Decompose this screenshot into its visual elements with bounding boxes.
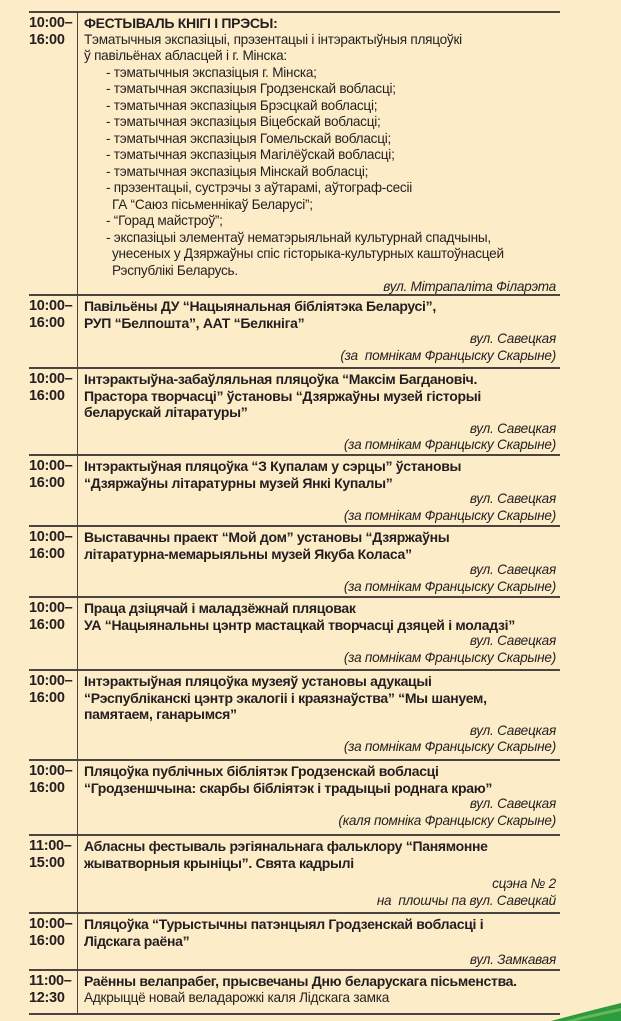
event-title [84,673,556,723]
time-cell [29,527,78,596]
time-cell [29,836,78,912]
event-cell [78,13,560,294]
event-location-detail: (каля помніка Францыску Скарыне) [338,812,556,828]
schedule-row [29,971,560,1015]
time-end: 16:00 [29,545,65,562]
list-item-text: - тэматычная экспазіцыя Брэсцкай вобласці; [106,97,378,113]
time-start: 10:00– [29,916,73,932]
list-item-text: - тэматычная экспазіцыя Гродзенскай вобласці; [106,81,396,96]
event-title-line: ФЕСТЫВАЛЬ КНІГІ І ПРЭСЫ: [84,15,278,31]
exposition-list [84,65,556,280]
event-title-line: Лідскага раёна” [84,932,190,949]
schedule-row [29,527,560,598]
time-start: 11:00– [29,838,72,854]
event-title [84,15,556,32]
event-location: вул. Савецкая [469,796,556,811]
schedule-row [29,369,560,456]
event-location: на плошчы па вул. Савецкай [376,892,556,908]
event-title-line: Інтэрактыўная пляцоўка музеяў установы адукацыі [84,673,432,689]
event-location-detail: (за помнікам Францыску Скарыне) [343,649,556,665]
time-start: 10:00– [29,673,73,689]
event-location-detail: (за помнікам Францыску Скарыне) [343,437,556,452]
event-title [84,600,556,633]
event-location-detail: (за помнікам Францыску Скарыне) [343,507,556,523]
event-cell [78,971,560,1013]
event-title [84,371,556,421]
event-title-line: памятаем, ганарымся” [84,706,237,722]
event-cell [78,369,560,454]
event-title-line: “Дзяржаўны літаратурны музей Янкі Купалы” [84,474,393,491]
list-item [84,213,556,230]
event-title-line: РУП “Белпошта”, ААТ “Белкніга” [84,314,305,331]
time-start: 10:00– [29,458,73,474]
event-description-line: Адкрыццё новай веладарожкі каля Лідскага замка [84,989,390,1005]
time-start: 10:00– [29,298,73,314]
event-location: вул. Савецкая [469,722,556,738]
schedule-row [29,13,560,296]
event-title-line: Прастора творчасці” ўстановы “Дзяржаўны музей гісторыі [84,387,481,404]
list-item [84,98,556,115]
event-description-line: Тэматычныя экспазіцыі, прэзентацыі і інтэрактыўныя пляцоўкі [84,31,462,47]
event-location: вул. Савецкая [469,491,556,506]
list-item [84,131,556,148]
event-cell [78,527,560,596]
list-item [84,164,556,181]
event-title-line: Інтэрактыўная пляцоўка “З Купалам у сэрцы” ўстановы [84,458,462,474]
schedule-row [29,761,560,836]
event-title [84,916,556,949]
list-item [84,147,556,164]
event-cell [78,671,560,759]
time-end: 15:00 [29,854,65,871]
event-title-line: беларускай літаратуры” [84,404,248,420]
event-description-line: ў павільёнах абласцей і г. Мінска: [84,48,287,63]
event-title-line: Раённы велапрабег, прысвечаны Дню беларускага пісьменства. [84,973,517,989]
list-item [84,180,556,213]
event-title-line: Пляцоўка “Турыстычны патэнцыял Гродзенскай вобласці і [84,916,484,932]
schedule-row [29,456,560,527]
event-title [84,298,556,331]
time-cell [29,456,78,525]
event-schedule-table [29,11,560,1015]
event-title-line: “Гродзеншчына: скарбы бібліятэк і традыцыі роднага краю” [84,779,493,796]
event-location: вул. Мітрапаліта Філарэта [383,279,556,294]
time-cell [29,971,78,1013]
event-title [84,458,556,491]
event-title-line: літаратурна-мемарыяльны музей Якуба Коласа” [84,545,412,562]
list-item-text: - экспазіцыі элементаў нематэрыяльнай культурнай спадчыны, [106,229,491,245]
event-title-line: Праца дзіцячай і маладзёжнай пляцовак [84,600,356,616]
time-start: 10:00– [29,763,73,779]
time-end: 16:00 [29,689,65,706]
list-item-continuation: унесеных у Дзяржаўны спіс гісторыка-культурных каштоўнасцей [112,246,504,261]
event-title-line: жыватворныя крыніцы”. Свята кадрылі [84,854,354,871]
list-item-text: - прэзентацыі, сустрэчы з аўтарамі, аўтограф-сесіі [106,180,413,195]
time-end: 16:00 [29,31,65,48]
time-start: 11:00– [29,973,72,989]
time-cell [29,296,78,367]
event-title [84,763,556,796]
list-item [84,81,556,98]
list-item-text: - тэматычная экспазіцыя Мінскай вобласці; [106,163,369,179]
event-cell [78,598,560,669]
time-end: 12:30 [29,989,65,1006]
time-start: 10:00– [29,371,73,387]
event-location: вул. Савецкая [469,331,556,346]
event-location-detail: (за помнікам Францыску Скарыне) [343,578,556,594]
event-location-detail: (за помнікам Францыску Скарыне) [343,739,556,754]
list-item-text: - “Горад майстроў”; [106,213,223,228]
time-start: 10:00– [29,529,73,545]
event-cell [78,761,560,834]
time-end: 16:00 [29,387,65,404]
event-cell [78,836,560,912]
event-location: вул. Савецкая [469,562,556,577]
list-item-continuation: ГА “Саюз пісьменнікаў Беларусі”; [112,196,313,212]
event-title-line: УА “Нацыянальны цэнтр мастацкай творчасці дзяцей і моладзі” [84,616,515,633]
list-item-text: - тэматычная экспазіцыя Гомельскай вобласці; [106,130,392,146]
list-item-text: - тэматычныя экспазіцыя г. Мінска; [106,64,317,80]
time-cell [29,598,78,669]
time-end: 16:00 [29,779,65,796]
time-cell [29,369,78,454]
schedule-row [29,296,560,369]
event-cell [78,296,560,367]
time-cell [29,13,78,294]
event-title-line: Пляцоўка публічных бібліятэк Гродзенскай вобласці [84,763,439,779]
event-title-line: Інтэрактыўна-забаўляльная пляцоўка “Максім Багдановіч. [84,371,478,387]
event-location-detail: (за помнікам Францыску Скарыне) [340,347,556,363]
event-location: вул. Савецкая [469,420,556,436]
event-cell [78,914,560,969]
green-corner-decoration-icon [551,999,621,1021]
event-title [84,529,556,562]
event-title-line: “Рэспубліканскі цэнтр экалогіі і краязнаўства” “Мы шануем, [84,689,487,706]
time-cell [29,761,78,834]
time-end: 16:00 [29,616,65,633]
list-item-text: - тэматычная экспазіцыя Віцебскай вобласці; [106,114,381,129]
event-location: вул. Савецкая [469,633,556,648]
time-cell [29,671,78,759]
event-stage: сцэна № 2 [492,876,556,891]
event-cell [78,456,560,525]
schedule-row [29,671,560,761]
schedule-row [29,914,560,971]
time-start: 10:00– [29,15,73,31]
list-item-text: - тэматычная экспазіцыя Магілёўскай вобласці; [106,147,395,162]
event-title [84,838,556,871]
schedule-row [29,836,560,914]
event-location: вул. Замкавая [469,952,556,967]
time-cell [29,914,78,969]
event-title-line: Выставачны праект “Мой дом” установы “Дзяржаўны [84,529,450,545]
schedule-row [29,598,560,671]
time-end: 16:00 [29,474,65,491]
event-title [84,973,556,990]
event-title-line: Абласны фестываль рэгіянальнага фальклору “Панямонне [84,838,488,854]
event-title-line: Павільёны ДУ “Нацыянальная бібліятэка Беларусі”, [84,298,436,314]
list-item [84,65,556,82]
list-item [84,230,556,280]
time-end: 16:00 [29,314,65,331]
time-start: 10:00– [29,600,73,616]
list-item-continuation: Рэспублікі Беларусь. [112,262,238,278]
list-item [84,114,556,131]
time-end: 16:00 [29,932,65,949]
